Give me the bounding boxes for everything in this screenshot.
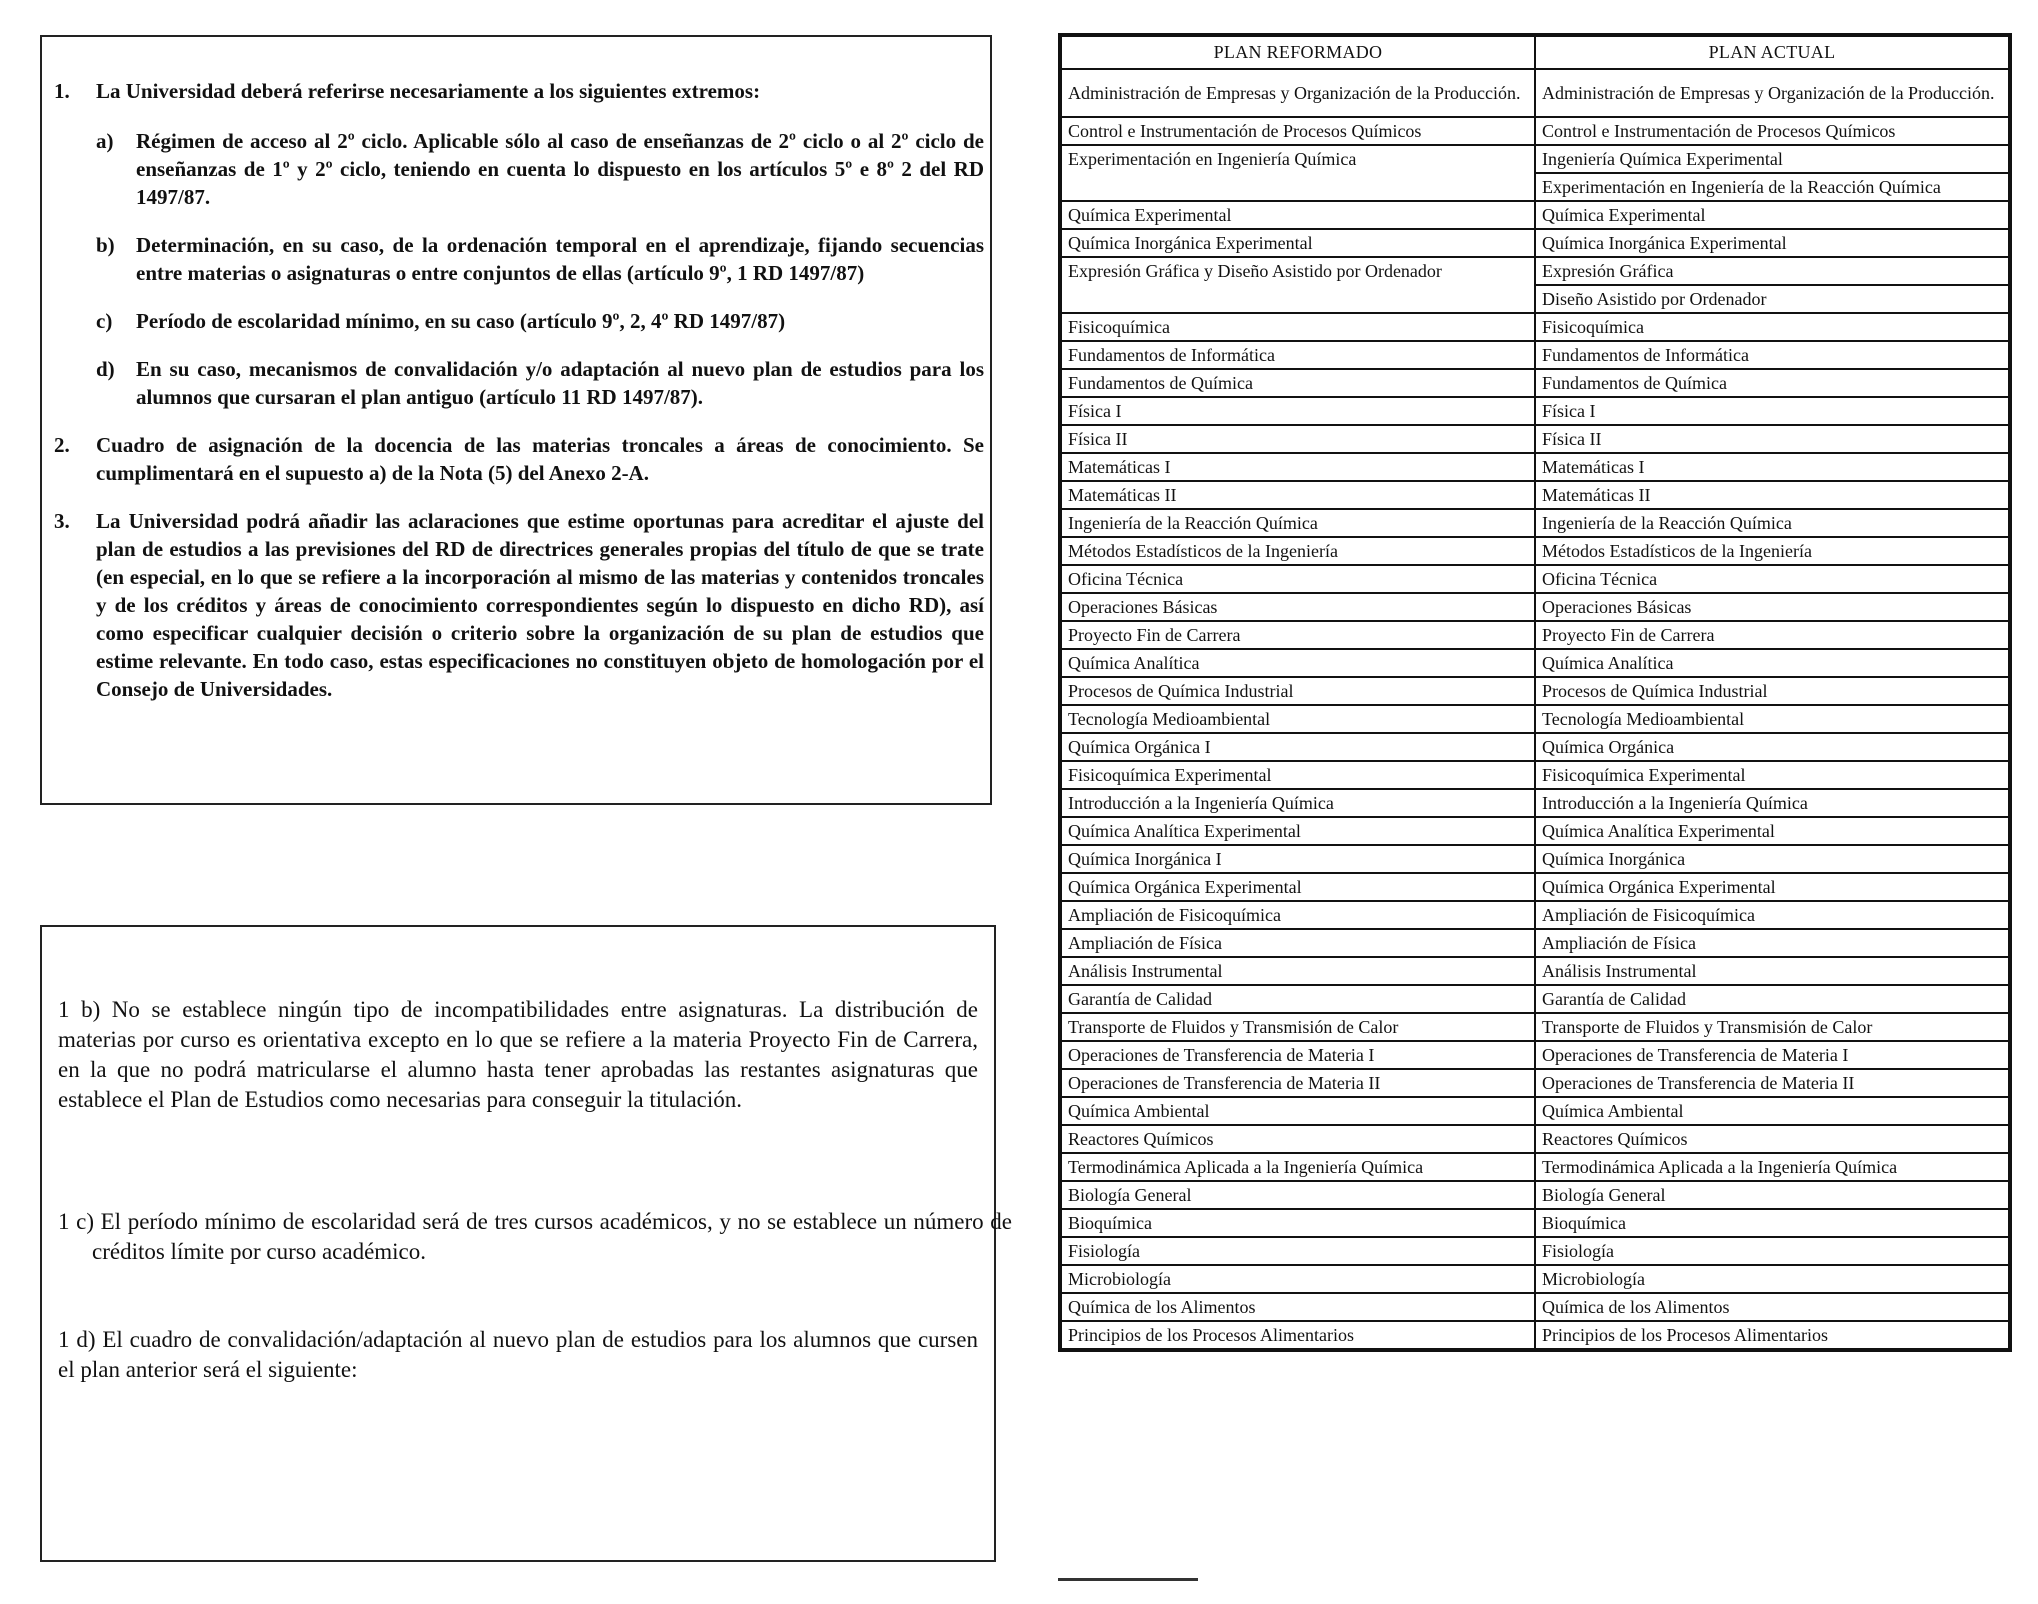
cell-plan-reformado: Control e Instrumentación de Procesos Químicos: [1061, 117, 1535, 145]
cell-plan-actual: Fundamentos de Química: [1535, 369, 2009, 397]
table-row: [1061, 1293, 2009, 1321]
cell-plan-reformado: Biología General: [1061, 1181, 1535, 1209]
cell-plan-reformado: Microbiología: [1061, 1265, 1535, 1293]
table-row: [1061, 341, 2009, 369]
note-1c: 1 c) El período mínimo de escolaridad será de tres cursos académicos, y no se establece un número de créditos límite por curso académico.: [58, 1209, 1012, 1264]
cell-plan-actual: Operaciones de Transferencia de Materia II: [1535, 1069, 2009, 1097]
sub-item-text: En su caso, mecanismos de convalidación y/o adaptación al nuevo plan de estudios para los alumnos que cursaran el plan antiguo (artículo 11 RD 1497/87).: [136, 357, 984, 409]
cell-plan-reformado: Ampliación de Física: [1061, 929, 1535, 957]
table-row: [1061, 509, 2009, 537]
cell-plan-reformado: Expresión Gráfica y Diseño Asistido por Ordenador: [1061, 257, 1535, 313]
cell-plan-reformado: Termodinámica Aplicada a la Ingeniería Química: [1061, 1153, 1535, 1181]
cell-plan-actual: Química Inorgánica Experimental: [1535, 229, 2009, 257]
cell-plan-actual: Fisicoquímica Experimental: [1535, 761, 2009, 789]
cell-plan-reformado: Química Ambiental: [1061, 1097, 1535, 1125]
table-row: [1061, 201, 2009, 229]
table-row: [1061, 1237, 2009, 1265]
table-row: [1061, 1097, 2009, 1125]
item-text: La Universidad podrá añadir las aclaraciones que estime oportunas para acreditar el ajuste del plan de estudios a las previsiones del RD de directrices generales propias del título de que se trate (en especial, en lo que se refiere a la incorporación al mismo de las materias y contenidos troncales y de los créditos y áreas de conocimiento correspondientes según lo dispuesto en dicho RD), así como especificar cualquier decisión o criterio sobre la organización de su plan de estudios que estime relevante. En todo caso, estas especificaciones no constituyen objeto de homologación por el Consejo de Universidades.: [96, 509, 984, 701]
item-text: La Universidad deberá referirse necesariamente a los siguientes extremos:: [96, 79, 761, 103]
item-text: Cuadro de asignación de la docencia de las materias troncales a áreas de conocimiento. Se cumplimentará en el supuesto a) de la Nota (5) del Anexo 2-A.: [96, 433, 984, 485]
cell-plan-actual: Química Analítica: [1535, 649, 2009, 677]
table-row: [1061, 705, 2009, 733]
notes-box: [40, 925, 1012, 1562]
cell-plan-actual: Fisiología: [1535, 1237, 2009, 1265]
cell-plan-reformado: Principios de los Procesos Alimentarios: [1061, 1321, 1535, 1349]
instruction-item-2: [54, 431, 984, 487]
sub-item-text: Régimen de acceso al 2º ciclo. Aplicable sólo al caso de enseñanzas de 2º ciclo o al 2º ciclo de enseñanzas de 1º y 2º ciclo, teniendo en cuenta lo dispuesto en los artículos 5º e 8º 2 del RD 1497/87.: [136, 129, 984, 209]
table-row: [1061, 733, 2009, 761]
cell-plan-actual: Procesos de Química Industrial: [1535, 677, 2009, 705]
table-row: [1061, 1153, 2009, 1181]
cell-plan-reformado: Oficina Técnica: [1061, 565, 1535, 593]
cell-plan-actual: Diseño Asistido por Ordenador: [1535, 285, 2009, 313]
cell-plan-actual: Administración de Empresas y Organización de la Producción.: [1535, 69, 2009, 117]
cell-plan-reformado: Proyecto Fin de Carrera: [1061, 621, 1535, 649]
cell-plan-actual: Métodos Estadísticos de la Ingeniería: [1535, 537, 2009, 565]
table-row: [1061, 145, 2009, 173]
cell-plan-actual: Fundamentos de Informática: [1535, 341, 2009, 369]
table-row: [1061, 789, 2009, 817]
table-row: [1061, 1125, 2009, 1153]
table-row: [1061, 425, 2009, 453]
cell-plan-actual: Garantía de Calidad: [1535, 985, 2009, 1013]
table-row: [1061, 481, 2009, 509]
cell-plan-actual: Ampliación de Física: [1535, 929, 2009, 957]
cell-plan-actual: Transporte de Fluidos y Transmisión de Calor: [1535, 1013, 2009, 1041]
table-row: [1061, 957, 2009, 985]
instruction-item-3: [54, 507, 984, 703]
table-row: [1061, 1041, 2009, 1069]
table-row: [1061, 1321, 2009, 1349]
cell-plan-reformado: Ampliación de Fisicoquímica: [1061, 901, 1535, 929]
cell-plan-reformado: Química Orgánica I: [1061, 733, 1535, 761]
cell-plan-actual: Ampliación de Fisicoquímica: [1535, 901, 2009, 929]
table-row: [1061, 229, 2009, 257]
sub-item-letter: c): [96, 309, 113, 333]
table-row: [1061, 593, 2009, 621]
cell-plan-actual: Análisis Instrumental: [1535, 957, 2009, 985]
sub-item-letter: b): [96, 233, 115, 257]
cell-plan-reformado: Ingeniería de la Reacción Química: [1061, 509, 1535, 537]
table-row: [1061, 565, 2009, 593]
cell-plan-actual: Matemáticas II: [1535, 481, 2009, 509]
table-row: [1061, 621, 2009, 649]
cell-plan-actual: Física I: [1535, 397, 2009, 425]
table-row: [1061, 985, 2009, 1013]
cell-plan-actual: Control e Instrumentación de Procesos Químicos: [1535, 117, 2009, 145]
equivalence-table: [1058, 33, 2012, 1352]
table-row: [1061, 649, 2009, 677]
table-row: [1061, 537, 2009, 565]
cell-plan-actual: Física II: [1535, 425, 2009, 453]
table-row: [1061, 1209, 2009, 1237]
sub-items: [96, 127, 984, 411]
cell-plan-reformado: Reactores Químicos: [1061, 1125, 1535, 1153]
cell-plan-reformado: Matemáticas II: [1061, 481, 1535, 509]
cell-plan-actual: Fisicoquímica: [1535, 313, 2009, 341]
cell-plan-reformado: Procesos de Química Industrial: [1061, 677, 1535, 705]
scan-artifact-line: [1058, 1578, 1198, 1581]
sub-item-text: Determinación, en su caso, de la ordenación temporal en el aprendizaje, fijando secuencias entre materias o asignaturas o entre conjuntos de ellas (artículo 9º, 1 RD 1497/87): [136, 233, 984, 285]
cell-plan-reformado: Química Inorgánica I: [1061, 845, 1535, 873]
cell-plan-reformado: Fundamentos de Química: [1061, 369, 1535, 397]
cell-plan-reformado: Garantía de Calidad: [1061, 985, 1535, 1013]
cell-plan-reformado: Operaciones Básicas: [1061, 593, 1535, 621]
table-row: [1061, 1013, 2009, 1041]
note-1b: 1 b) No se establece ningún tipo de incompatibilidades entre asignaturas. La distribución de materias por curso es orientativa excepto en lo que se refiere a la materia Proyecto Fin de Carrera, en la que no podrá matricularse el alumno hasta tener aprobadas las restantes asignaturas que establece el Plan de Estudios como necesarias para conseguir la titulación.: [58, 997, 978, 1112]
cell-plan-reformado: Transporte de Fluidos y Transmisión de Calor: [1061, 1013, 1535, 1041]
sub-item-a: [96, 127, 984, 211]
cell-plan-actual: Principios de los Procesos Alimentarios: [1535, 1321, 2009, 1349]
cell-plan-reformado: Operaciones de Transferencia de Materia II: [1061, 1069, 1535, 1097]
cell-plan-reformado: Introducción a la Ingeniería Química: [1061, 789, 1535, 817]
cell-plan-actual: Química Analítica Experimental: [1535, 817, 2009, 845]
note-1d: 1 d) El cuadro de convalidación/adaptación al nuevo plan de estudios para los alumnos que cursen el plan anterior será el siguiente:: [58, 1327, 978, 1382]
cell-plan-actual: Termodinámica Aplicada a la Ingeniería Química: [1535, 1153, 2009, 1181]
header-plan-reformado: PLAN REFORMADO: [1061, 36, 1535, 69]
cell-plan-reformado: Química Orgánica Experimental: [1061, 873, 1535, 901]
instructions-list: [54, 77, 984, 723]
cell-plan-reformado: Bioquímica: [1061, 1209, 1535, 1237]
sub-item-letter: a): [96, 129, 114, 153]
table-row: [1061, 845, 2009, 873]
cell-plan-reformado: Operaciones de Transferencia de Materia I: [1061, 1041, 1535, 1069]
item-number: 3.: [54, 509, 70, 533]
item-number: 1.: [54, 79, 70, 103]
instruction-item-1: [54, 77, 984, 411]
sub-item-letter: d): [96, 357, 115, 381]
cell-plan-actual: Química Orgánica: [1535, 733, 2009, 761]
table-row: [1061, 69, 2009, 117]
cell-plan-actual: Matemáticas I: [1535, 453, 2009, 481]
table-row: [1061, 369, 2009, 397]
cell-plan-actual: Operaciones de Transferencia de Materia I: [1535, 1041, 2009, 1069]
cell-plan-reformado: Química Analítica Experimental: [1061, 817, 1535, 845]
cell-plan-reformado: Física I: [1061, 397, 1535, 425]
table-row: [1061, 817, 2009, 845]
table-row: [1061, 257, 2009, 285]
table-row: [1061, 929, 2009, 957]
table-row: [1061, 397, 2009, 425]
cell-plan-actual: Reactores Químicos: [1535, 1125, 2009, 1153]
cell-plan-reformado: Administración de Empresas y Organización de la Producción.: [1061, 69, 1535, 117]
cell-plan-reformado: Fisiología: [1061, 1237, 1535, 1265]
item-number: 2.: [54, 433, 70, 457]
cell-plan-reformado: Análisis Instrumental: [1061, 957, 1535, 985]
cell-plan-reformado: Tecnología Medioambiental: [1061, 705, 1535, 733]
cell-plan-actual: Oficina Técnica: [1535, 565, 2009, 593]
table-row: [1061, 117, 2009, 145]
table-row: [1061, 761, 2009, 789]
header-plan-actual: PLAN ACTUAL: [1535, 36, 2009, 69]
sub-item-d: [96, 355, 984, 411]
cell-plan-actual: Introducción a la Ingeniería Química: [1535, 789, 2009, 817]
cell-plan-reformado: Química de los Alimentos: [1061, 1293, 1535, 1321]
cell-plan-actual: Química Experimental: [1535, 201, 2009, 229]
cell-plan-actual: Ingeniería de la Reacción Química: [1535, 509, 2009, 537]
cell-plan-actual: Proyecto Fin de Carrera: [1535, 621, 2009, 649]
table-header-row: [1061, 36, 2009, 69]
table-row: [1061, 677, 2009, 705]
cell-plan-reformado: Experimentación en Ingeniería Química: [1061, 145, 1535, 201]
table-row: [1061, 1181, 2009, 1209]
table-row: [1061, 901, 2009, 929]
cell-plan-actual: Química Inorgánica: [1535, 845, 2009, 873]
sub-item-c: [96, 307, 984, 335]
cell-plan-reformado: Métodos Estadísticos de la Ingeniería: [1061, 537, 1535, 565]
cell-plan-reformado: Fisicoquímica: [1061, 313, 1535, 341]
cell-plan-reformado: Fundamentos de Informática: [1061, 341, 1535, 369]
cell-plan-actual: Bioquímica: [1535, 1209, 2009, 1237]
cell-plan-actual: Operaciones Básicas: [1535, 593, 2009, 621]
table-row: [1061, 453, 2009, 481]
table-row: [1061, 1265, 2009, 1293]
cell-plan-reformado: Fisicoquímica Experimental: [1061, 761, 1535, 789]
cell-plan-actual: Expresión Gráfica: [1535, 257, 2009, 285]
cell-plan-actual: Tecnología Medioambiental: [1535, 705, 2009, 733]
cell-plan-reformado: Química Experimental: [1061, 201, 1535, 229]
instructions-box: [40, 35, 992, 805]
cell-plan-reformado: Química Analítica: [1061, 649, 1535, 677]
sub-item-b: [96, 231, 984, 287]
cell-plan-reformado: Matemáticas I: [1061, 453, 1535, 481]
cell-plan-actual: Experimentación en Ingeniería de la Reacción Química: [1535, 173, 2009, 201]
cell-plan-reformado: Química Inorgánica Experimental: [1061, 229, 1535, 257]
table-row: [1061, 313, 2009, 341]
cell-plan-actual: Ingeniería Química Experimental: [1535, 145, 2009, 173]
table-row: [1061, 1069, 2009, 1097]
cell-plan-actual: Química de los Alimentos: [1535, 1293, 2009, 1321]
cell-plan-actual: Biología General: [1535, 1181, 2009, 1209]
cell-plan-actual: Química Orgánica Experimental: [1535, 873, 2009, 901]
cell-plan-actual: Microbiología: [1535, 1265, 2009, 1293]
cell-plan-actual: Química Ambiental: [1535, 1097, 2009, 1125]
cell-plan-reformado: Física II: [1061, 425, 1535, 453]
sub-item-text: Período de escolaridad mínimo, en su caso (artículo 9º, 2, 4º RD 1497/87): [136, 309, 786, 333]
table-row: [1061, 873, 2009, 901]
